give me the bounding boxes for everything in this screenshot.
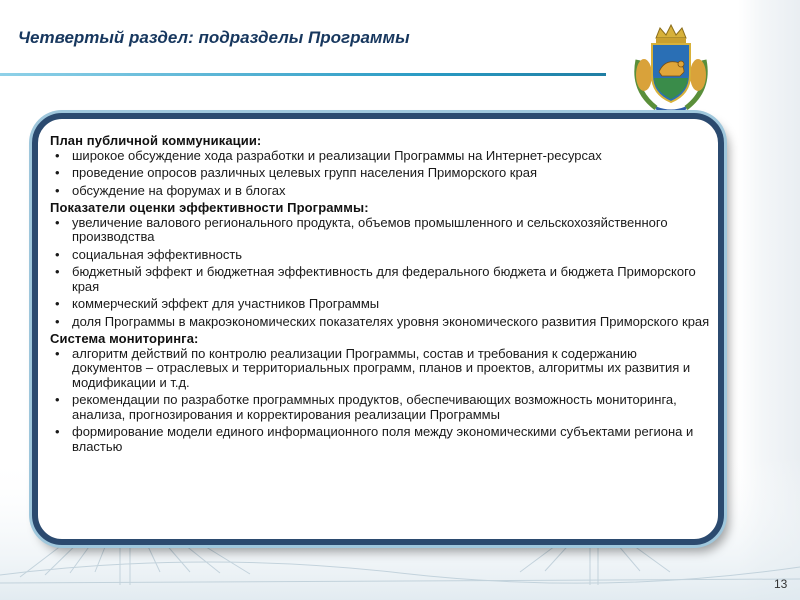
slide-title: Четвертый раздел: подразделы Программы bbox=[18, 28, 410, 47]
list-item: • рекомендации по разработке программных продуктов, обеспечивающих возможность мониторинга, анализа, прогнозирования и корректирования реализации Программы bbox=[50, 393, 710, 422]
list-item: • проведение опросов различных целевых групп населения Приморского края bbox=[50, 166, 710, 181]
monitoring-list bbox=[50, 347, 710, 455]
coat-of-arms-emblem bbox=[626, 20, 716, 116]
list-item: • увеличение валового регионального продукта, объемов промышленного и сельскохозяйственного производства bbox=[50, 216, 710, 245]
list-item: • алгоритм действий по контролю реализации Программы, состав и требования к содержанию документов – отраслевых и территориальных программ, планов и проектов, алгоритмы их развития и модификации и т.д. bbox=[50, 347, 710, 391]
content-list bbox=[50, 134, 710, 457]
list-item: • социальная эффективность bbox=[50, 248, 710, 263]
list-item: • коммерческий эффект для участников Программы bbox=[50, 297, 710, 312]
communication-list bbox=[50, 149, 710, 199]
list-item: • бюджетный эффект и бюджетная эффективность для федерального бюджета и бюджета Приморского края bbox=[50, 265, 710, 294]
list-item: • формирование модели единого информационного поля между экономическими субъектами региона и властью bbox=[50, 425, 710, 454]
page-number: 13 bbox=[774, 577, 788, 591]
list-item: • обсуждение на форумах и в блогах bbox=[50, 184, 710, 199]
section-heading-communication: План публичной коммуникации: bbox=[50, 133, 262, 148]
section-heading-indicators: Показатели оценки эффективности Программы: bbox=[50, 200, 369, 215]
section-heading-monitoring: Система мониторинга: bbox=[50, 331, 199, 346]
indicators-list bbox=[50, 216, 710, 330]
list-item: • широкое обсуждение хода разработки и реализации Программы на Интернет-ресурсах bbox=[50, 149, 710, 164]
list-item: • доля Программы в макроэкономических показателях уровня экономического развития Приморского края bbox=[50, 315, 710, 330]
title-underline bbox=[0, 73, 606, 76]
